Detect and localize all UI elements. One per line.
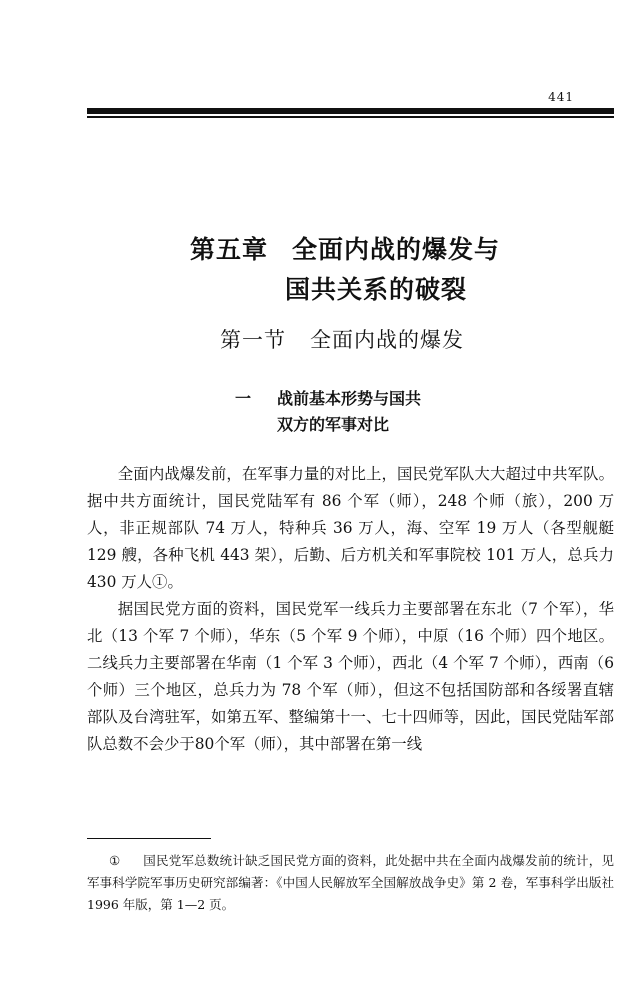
- chapter-number: 第五章: [190, 235, 269, 264]
- body-text: [87, 461, 614, 758]
- chapter-title-line1: 全面内战的爆发与: [292, 235, 501, 264]
- section-title-text: 全面内战的爆发: [310, 328, 464, 352]
- footnote-mark: ①: [109, 853, 121, 868]
- chapter-title: [190, 230, 590, 310]
- chapter-title-line2: 国共关系的破裂: [285, 275, 468, 304]
- subsection-number: 一: [235, 389, 252, 408]
- subsection-title-line2: 双方的军事对比: [277, 415, 390, 434]
- page-number: 441: [548, 90, 574, 104]
- body-paragraph-2: 据国民党方面的资料，国民党军一线兵力主要部署在东北（7 个军），华北（13 个军 7 个师），华东（5 个军 9 个师），中原（16 个师）四个地区。二线兵力主要部署在华南（1 个军 3 个师），西北（4 个军 7 个师），西南（6 个师）三个地区，总兵力为 78 个军（师），但这不包括国防部和各绥署直辖部队及台湾驻军，如第五军、整编第十一、七十四师等，因此，国民党陆军部队总数不会少于80个军（师），其中部署在第一线: [87, 600, 614, 753]
- header-rule-thin: [87, 116, 614, 118]
- subsection-title-line1: 战前基本形势与国共: [277, 389, 422, 408]
- subsection-title: [235, 386, 495, 438]
- section-title: [220, 325, 464, 355]
- footnote: [87, 850, 614, 916]
- header-rule-thick: [87, 108, 614, 114]
- footnote-text: 国民党军总数统计缺乏国民党方面的资料，此处据中共在全面内战爆发前的统计，见军事科学院军事历史研究部编著：《中国人民解放军全国解放战争史》第 2 卷，军事科学出版社 1996 年版，第 1—2 页。: [87, 853, 614, 912]
- footnote-rule: [87, 838, 211, 839]
- section-number: 第一节: [220, 328, 286, 352]
- body-paragraph-1: 全面内战爆发前，在军事力量的对比上，国民党军队大大超过中共军队。据中共方面统计，国民党陆军有 86 个军（师），248 个师（旅），200 万人，非正规部队 74 万人，特种兵 36 万人，海、空军 19 万人（各型舰艇 129 艘，各种飞机 443 架），后勤、后方机关和军事院校 101 万人，总兵力 430 万人①。: [87, 465, 614, 591]
